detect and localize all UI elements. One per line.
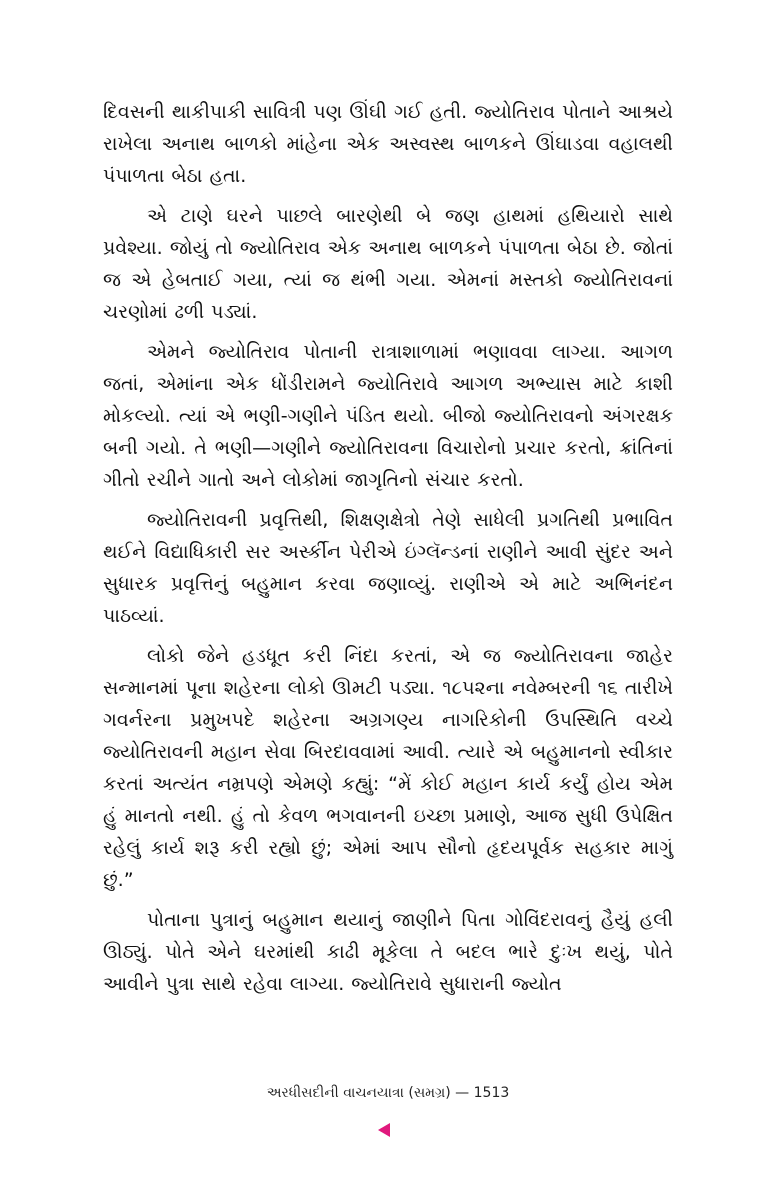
paragraph-6: પોતાના પુત્રાનું બહુમાન થયાનું જાણીને પિતા ગોવિંદરાવનું હૈયું હલી ઊઠ્યું. પોતે એને ઘરમાંથી કાઢી મૂકેલા તે બદલ ભારે દુઃખ થયું, પોતે આવીને પુત્રા સાથે રહેવા લાગ્યા. જ્યોતિરાવે સુધારાની જ્યોત — [103, 909, 673, 995]
paragraph-4: જ્યોતિરાવની પ્રવૃત્તિથી, શિક્ષણક્ષેત્રો તેણે સાધેલી પ્રગતિથી પ્રભાવિત થઈને વિદ્યાધિકારી સર અર્સ્કીન પેરીએ ઇંગ્લૅન્ડનાં રાણીને આવી સુંદર અને સુધારક પ્રવૃત્તિનું બહુમાન કરવા જણાવ્યું. રાણીએ એ માટે અભિનંદન પાઠવ્યાં. — [103, 509, 673, 627]
paragraph-1: દિવસની થાકીપાકી સાવિત્રી પણ ઊંઘી ગઈ હતી. જ્યોતિરાવ પોતાને આશ્રયે રાખેલા અનાથ બાળકો માંહેના એક અસ્વસ્થ બાળકને ઊંઘાડવા વહાલથી પંપાળતા બેઠા હતા. — [103, 101, 673, 187]
body-text — [103, 96, 673, 1008]
paragraph-3: એમને જ્યોતિરાવ પોતાની રાત્રાશાળામાં ભણાવવા લાગ્યા. આગળ જતાં, એમાંના એક ધોંડીરામને જ્યોતિરાવે આગળ અભ્યાસ માટે કાશી મોકલ્યો. ત્યાં એ ભણી-ગણીને પંડિત થયો. બીજો જ્યોતિરાવનો અંગરક્ષક બની ગયો. તે ભણી—ગણીને જ્યોતિરાવના વિચારોનો પ્રચાર કરતો, ક્રાંતિનાં ગીતો રચીને ગાતો અને લોકોમાં જાગૃતિનો સંચાર કરતો. — [103, 341, 673, 491]
paragraph-5: લોકો જેને હડધૂત કરી નિંદા કરતાં, એ જ જ્યોતિરાવના જાહેર સન્માનમાં પૂના શહેરના લોકો ઊમટી પડ્યા. ૧૮૫૨ના નવેમ્બરની ૧૬ તારીખે ગવર્નરના પ્રમુખપદે શહેરના અગ્રગણ્ય નાગરિકોની ઉપસ્થિતિ વચ્ચે જ્યોતિરાવની મહાન સેવા બિરદાવવામાં આવી. ત્યારે એ બહુમાનનો સ્વીકાર કરતાં અત્યંત નમ્રપણે એમણે કહ્યું: “મેં કોઈ મહાન કાર્ય કર્યું હોય એમ હું માનતો નથી. હું તો કેવળ ભગવાનની ઇચ્છા પ્રમાણે, આજ સુધી ઉપેક્ષિત રહેલું કાર્ય શરૂ કરી રહ્યો છું; એમાં આપ સૌનો હૃદયપૂર્વક સહકાર માગું છું.” — [103, 645, 673, 891]
paragraph-2: એ ટાણે ઘરને પાછલે બારણેથી બે જણ હાથમાં હથિયારો સાથે પ્રવેશ્યા. જોયું તો જ્યોતિરાવ એક અનાથ બાળકને પંપાળતા બેઠા છે. જોતાં જ એ હેબતાઈ ગયા, ત્યાં જ થંભી ગયા. એમનાં મસ્તકો જ્યોતિરાવનાં ચરણોમાં ઢળી પડ્યાં. — [103, 205, 673, 323]
page-footer: અરધીસદીની વાચનયાત્રા (સમગ્ર) — 1513 — [266, 1085, 510, 1101]
previous-page-icon[interactable] — [378, 1123, 390, 1137]
